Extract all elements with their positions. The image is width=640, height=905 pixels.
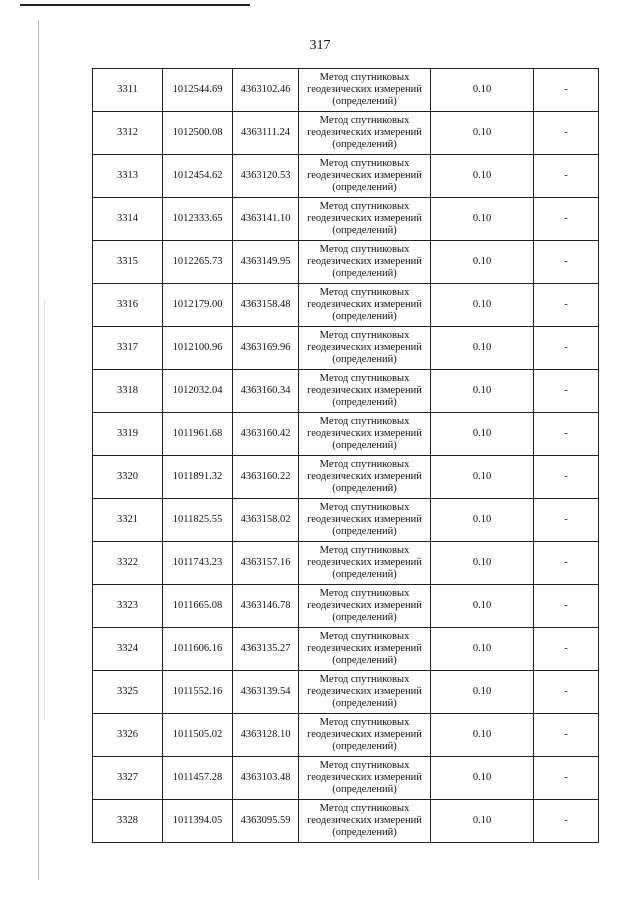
method-cell (299, 456, 431, 499)
table-row (93, 456, 599, 499)
method-line: геодезических измерений (307, 84, 422, 95)
method-line: геодезических измерений (307, 686, 422, 697)
y-coordinate-cell: 4363120.53 (233, 155, 299, 198)
x-coordinate-cell: 1011665.08 (163, 585, 233, 628)
method-line: геодезических измерений (307, 170, 422, 181)
accuracy-cell: 0.10 (431, 112, 534, 155)
method-line: (определений) (332, 225, 397, 236)
scan-artifact-left-line-faint (44, 300, 45, 720)
method-cell (299, 585, 431, 628)
accuracy-cell: 0.10 (431, 155, 534, 198)
method-line: (определений) (332, 354, 397, 365)
y-coordinate-cell: 4363095.59 (233, 800, 299, 843)
method-line: (определений) (332, 440, 397, 451)
y-coordinate-cell: 4363169.96 (233, 327, 299, 370)
point-number-cell: 3312 (93, 112, 163, 155)
y-coordinate-cell: 4363149.95 (233, 241, 299, 284)
method-line: Метод спутниковых (319, 158, 410, 169)
accuracy-cell: 0.10 (431, 241, 534, 284)
accuracy-cell: 0.10 (431, 671, 534, 714)
method-line: геодезических измерений (307, 772, 422, 783)
note-cell: - (534, 241, 599, 284)
method-line: (определений) (332, 569, 397, 580)
table-row (93, 198, 599, 241)
method-line: (определений) (332, 139, 397, 150)
table-row (93, 671, 599, 714)
method-line: Метод спутниковых (319, 631, 410, 642)
table-row (93, 585, 599, 628)
point-number-cell: 3325 (93, 671, 163, 714)
x-coordinate-cell: 1012333.65 (163, 198, 233, 241)
point-number-cell: 3328 (93, 800, 163, 843)
method-line: геодезических измерений (307, 299, 422, 310)
method-line: геодезических измерений (307, 643, 422, 654)
method-line: Метод спутниковых (319, 588, 410, 599)
y-coordinate-cell: 4363128.10 (233, 714, 299, 757)
coordinates-table-body (93, 69, 599, 843)
y-coordinate-cell: 4363160.22 (233, 456, 299, 499)
accuracy-cell: 0.10 (431, 499, 534, 542)
note-cell: - (534, 413, 599, 456)
method-line: (определений) (332, 182, 397, 193)
scan-artifact-top-line (20, 4, 250, 6)
table-row (93, 628, 599, 671)
method-line: (определений) (332, 741, 397, 752)
x-coordinate-cell: 1012454.62 (163, 155, 233, 198)
note-cell: - (534, 198, 599, 241)
y-coordinate-cell: 4363146.78 (233, 585, 299, 628)
x-coordinate-cell: 1011457.28 (163, 757, 233, 800)
method-line: Метод спутниковых (319, 502, 410, 513)
method-line: (определений) (332, 526, 397, 537)
point-number-cell: 3321 (93, 499, 163, 542)
method-cell (299, 628, 431, 671)
method-cell (299, 671, 431, 714)
x-coordinate-cell: 1011552.16 (163, 671, 233, 714)
note-cell: - (534, 585, 599, 628)
method-line: геодезических измерений (307, 815, 422, 826)
y-coordinate-cell: 4363135.27 (233, 628, 299, 671)
method-line: (определений) (332, 483, 397, 494)
note-cell: - (534, 112, 599, 155)
method-cell (299, 800, 431, 843)
accuracy-cell: 0.10 (431, 456, 534, 499)
table-row (93, 112, 599, 155)
method-cell (299, 327, 431, 370)
y-coordinate-cell: 4363102.46 (233, 69, 299, 112)
note-cell: - (534, 69, 599, 112)
point-number-cell: 3311 (93, 69, 163, 112)
accuracy-cell: 0.10 (431, 628, 534, 671)
note-cell: - (534, 327, 599, 370)
method-line: Метод спутниковых (319, 115, 410, 126)
y-coordinate-cell: 4363160.34 (233, 370, 299, 413)
point-number-cell: 3319 (93, 413, 163, 456)
table-row (93, 714, 599, 757)
method-cell (299, 241, 431, 284)
method-line: Метод спутниковых (319, 545, 410, 556)
method-cell (299, 155, 431, 198)
y-coordinate-cell: 4363158.48 (233, 284, 299, 327)
point-number-cell: 3316 (93, 284, 163, 327)
method-cell (299, 69, 431, 112)
table-row (93, 757, 599, 800)
method-line: (определений) (332, 397, 397, 408)
accuracy-cell: 0.10 (431, 198, 534, 241)
accuracy-cell: 0.10 (431, 714, 534, 757)
method-line: Метод спутниковых (319, 760, 410, 771)
accuracy-cell: 0.10 (431, 327, 534, 370)
table-row (93, 69, 599, 112)
x-coordinate-cell: 1011891.32 (163, 456, 233, 499)
x-coordinate-cell: 1011743.23 (163, 542, 233, 585)
x-coordinate-cell: 1011505.02 (163, 714, 233, 757)
accuracy-cell: 0.10 (431, 284, 534, 327)
method-cell (299, 112, 431, 155)
accuracy-cell: 0.10 (431, 413, 534, 456)
method-line: Метод спутниковых (319, 287, 410, 298)
accuracy-cell: 0.10 (431, 370, 534, 413)
note-cell: - (534, 456, 599, 499)
note-cell: - (534, 800, 599, 843)
method-line: (определений) (332, 655, 397, 666)
point-number-cell: 3314 (93, 198, 163, 241)
note-cell: - (534, 628, 599, 671)
method-line: Метод спутниковых (319, 674, 410, 685)
method-cell (299, 413, 431, 456)
method-line: Метод спутниковых (319, 717, 410, 728)
x-coordinate-cell: 1011961.68 (163, 413, 233, 456)
x-coordinate-cell: 1012265.73 (163, 241, 233, 284)
table-row (93, 241, 599, 284)
x-coordinate-cell: 1012100.96 (163, 327, 233, 370)
accuracy-cell: 0.10 (431, 800, 534, 843)
point-number-cell: 3315 (93, 241, 163, 284)
table-row (93, 499, 599, 542)
point-number-cell: 3323 (93, 585, 163, 628)
method-line: Метод спутниковых (319, 803, 410, 814)
method-cell (299, 542, 431, 585)
page-number: 317 (309, 38, 331, 53)
method-cell (299, 370, 431, 413)
table-row (93, 327, 599, 370)
x-coordinate-cell: 1012544.69 (163, 69, 233, 112)
accuracy-cell: 0.10 (431, 585, 534, 628)
point-number-cell: 3317 (93, 327, 163, 370)
method-line: геодезических измерений (307, 385, 422, 396)
method-line: (определений) (332, 698, 397, 709)
method-cell (299, 757, 431, 800)
y-coordinate-cell: 4363141.10 (233, 198, 299, 241)
method-line: геодезических измерений (307, 729, 422, 740)
method-line: (определений) (332, 268, 397, 279)
method-line: геодезических измерений (307, 342, 422, 353)
method-line: Метод спутниковых (319, 244, 410, 255)
x-coordinate-cell: 1012179.00 (163, 284, 233, 327)
method-line: Метод спутниковых (319, 330, 410, 341)
table-row (93, 370, 599, 413)
scan-artifact-left-line (38, 20, 39, 880)
method-line: (определений) (332, 612, 397, 623)
point-number-cell: 3327 (93, 757, 163, 800)
method-cell (299, 284, 431, 327)
x-coordinate-cell: 1011606.16 (163, 628, 233, 671)
accuracy-cell: 0.10 (431, 69, 534, 112)
x-coordinate-cell: 1011825.55 (163, 499, 233, 542)
method-line: (определений) (332, 827, 397, 838)
note-cell: - (534, 155, 599, 198)
coordinates-table (92, 68, 599, 843)
method-line: Метод спутниковых (319, 416, 410, 427)
table-row (93, 155, 599, 198)
point-number-cell: 3320 (93, 456, 163, 499)
method-line: геодезических измерений (307, 557, 422, 568)
y-coordinate-cell: 4363158.02 (233, 499, 299, 542)
method-line: (определений) (332, 96, 397, 107)
y-coordinate-cell: 4363111.24 (233, 112, 299, 155)
note-cell: - (534, 370, 599, 413)
method-line: Метод спутниковых (319, 459, 410, 470)
table-row (93, 413, 599, 456)
y-coordinate-cell: 4363157.16 (233, 542, 299, 585)
table-row (93, 284, 599, 327)
y-coordinate-cell: 4363103.48 (233, 757, 299, 800)
table-row (93, 542, 599, 585)
method-cell (299, 714, 431, 757)
point-number-cell: 3318 (93, 370, 163, 413)
method-line: геодезических измерений (307, 127, 422, 138)
note-cell: - (534, 757, 599, 800)
method-line: (определений) (332, 784, 397, 795)
method-line: (определений) (332, 311, 397, 322)
method-line: геодезических измерений (307, 256, 422, 267)
x-coordinate-cell: 1011394.05 (163, 800, 233, 843)
accuracy-cell: 0.10 (431, 757, 534, 800)
note-cell: - (534, 499, 599, 542)
method-line: геодезических измерений (307, 428, 422, 439)
method-line: геодезических измерений (307, 213, 422, 224)
note-cell: - (534, 542, 599, 585)
note-cell: - (534, 714, 599, 757)
method-line: Метод спутниковых (319, 72, 410, 83)
method-line: Метод спутниковых (319, 373, 410, 384)
method-cell (299, 198, 431, 241)
note-cell: - (534, 671, 599, 714)
method-line: Метод спутниковых (319, 201, 410, 212)
note-cell: - (534, 284, 599, 327)
y-coordinate-cell: 4363139.54 (233, 671, 299, 714)
y-coordinate-cell: 4363160.42 (233, 413, 299, 456)
accuracy-cell: 0.10 (431, 542, 534, 585)
method-line: геодезических измерений (307, 514, 422, 525)
x-coordinate-cell: 1012500.08 (163, 112, 233, 155)
method-line: геодезических измерений (307, 600, 422, 611)
point-number-cell: 3313 (93, 155, 163, 198)
point-number-cell: 3326 (93, 714, 163, 757)
method-cell (299, 499, 431, 542)
x-coordinate-cell: 1012032.04 (163, 370, 233, 413)
point-number-cell: 3324 (93, 628, 163, 671)
point-number-cell: 3322 (93, 542, 163, 585)
method-line: геодезических измерений (307, 471, 422, 482)
table-row (93, 800, 599, 843)
